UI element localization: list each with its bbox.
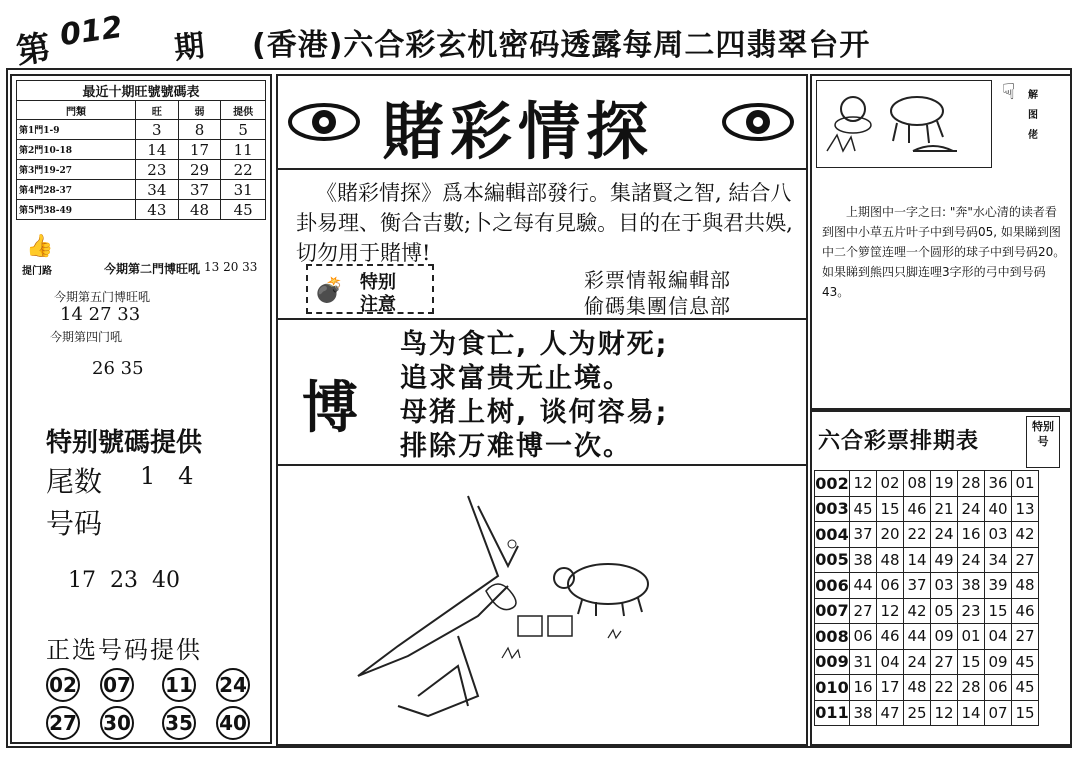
schedule-number: 05 [931, 598, 958, 624]
line3-nums: 26 35 [92, 358, 144, 379]
zhengxuan-title: 正选号码提供 [46, 636, 202, 664]
schedule-number: 22 [931, 675, 958, 701]
page-header [13, 8, 1074, 73]
cell: 17 [178, 140, 221, 160]
notice-line1: 特别 [360, 272, 396, 293]
schedule-number: 28 [958, 471, 985, 497]
issue-number: 012 [57, 9, 125, 54]
schedule-number: 14 [904, 547, 931, 573]
schedule-row [815, 675, 1039, 701]
schedule-period: 003 [815, 496, 850, 522]
schedule-number: 48 [904, 675, 931, 701]
line1-nums: 13 20 33 [204, 260, 258, 274]
schedule-number: 16 [850, 675, 877, 701]
schedule-number: 15 [985, 598, 1012, 624]
pick-number: 30 [100, 706, 134, 740]
schedule-row [815, 598, 1039, 624]
schedule-period: 002 [815, 471, 850, 497]
schedule-number: 20 [877, 522, 904, 548]
issue-suffix: 期 [172, 28, 207, 67]
schedule-number: 39 [985, 573, 1012, 599]
schedule-number: 24 [958, 547, 985, 573]
col-header: 旺 [136, 101, 179, 120]
tail-label: 尾数 [46, 465, 103, 498]
poem-box [276, 318, 808, 466]
intro-box [276, 168, 808, 320]
schedule-special-number: 27 [1012, 547, 1039, 573]
schedule-number: 06 [985, 675, 1012, 701]
bo-character: 博 [302, 376, 358, 441]
cell: 45 [221, 200, 266, 220]
schedule-period: 004 [815, 522, 850, 548]
schedule-table [814, 470, 1039, 726]
line2-label: 今期第五门博旺吼 [54, 290, 151, 304]
schedule-number: 42 [904, 598, 931, 624]
schedule-row [815, 649, 1039, 675]
schedule-period: 009 [815, 649, 850, 675]
schedule-box [810, 410, 1072, 746]
clue-illustration [817, 81, 989, 165]
notice-box [306, 264, 434, 314]
schedule-number: 46 [904, 496, 931, 522]
schedule-number: 17 [877, 675, 904, 701]
cell: 22 [221, 160, 266, 180]
col-header: 提供 [221, 101, 266, 120]
cell: 8 [178, 120, 221, 140]
schedule-number: 38 [850, 700, 877, 726]
schedule-number: 06 [850, 624, 877, 650]
schedule-number: 38 [850, 547, 877, 573]
schedule-number: 14 [958, 700, 985, 726]
eye-icon [288, 102, 360, 142]
pick-number: 24 [216, 668, 250, 702]
schedule-period: 010 [815, 675, 850, 701]
explain-box [810, 74, 1072, 410]
poem-text [400, 328, 668, 464]
cell: 48 [178, 200, 221, 220]
schedule-number: 23 [958, 598, 985, 624]
row-label: 第2門10-18 [17, 140, 136, 160]
schedule-number: 34 [985, 547, 1012, 573]
special-title: 特别號碼提供 [46, 428, 203, 458]
cell: 14 [136, 140, 179, 160]
row-label: 第3門19-27 [17, 160, 136, 180]
pick-number: 07 [100, 668, 134, 702]
schedule-row [815, 547, 1039, 573]
schedule-period: 005 [815, 547, 850, 573]
row-label: 第1門1-9 [17, 120, 136, 140]
schedule-number: 27 [931, 649, 958, 675]
banner-title: 賭彩情探 [382, 95, 655, 168]
schedule-number: 45 [850, 496, 877, 522]
pick-number: 35 [162, 706, 196, 740]
schedule-number: 12 [877, 598, 904, 624]
left-panel [10, 74, 272, 744]
thumb-icon: 👍 [26, 234, 54, 259]
schedule-number: 07 [985, 700, 1012, 726]
tip-label: 提门路 [22, 266, 52, 277]
cell: 29 [178, 160, 221, 180]
schedule-number: 04 [985, 624, 1012, 650]
schedule-number: 21 [931, 496, 958, 522]
schedule-special-number: 46 [1012, 598, 1039, 624]
banner-box [276, 74, 808, 170]
schedule-special-number: 42 [1012, 522, 1039, 548]
haoma-label: 号码 [46, 507, 103, 540]
schedule-number: 22 [904, 522, 931, 548]
pick-number: 40 [216, 706, 250, 740]
schedule-number: 44 [850, 573, 877, 599]
explain-text: 上期图中一字之曰: "奔"水心清的读者看到图中小草五片叶子中到号码05, 如果睇到图中二个箩筐连哩一个圆形的球子中到号码20。如果睇到熊四只脚连哩3字形的弓中到号码43。 [822, 205, 1066, 299]
pointing-hand-icon: ☟ [1002, 80, 1016, 105]
schedule-row [815, 496, 1039, 522]
pick-number: 11 [162, 668, 196, 702]
schedule-special-number: 45 [1012, 675, 1039, 701]
col-header: 弱 [178, 101, 221, 120]
schedule-number: 24 [931, 522, 958, 548]
notice-line2: 注意 [360, 294, 396, 315]
line2-nums: 14 27 33 [60, 304, 141, 325]
schedule-number: 04 [877, 649, 904, 675]
schedule-period: 008 [815, 624, 850, 650]
schedule-special-number: 01 [1012, 471, 1039, 497]
schedule-row [815, 573, 1039, 599]
schedule-number: 03 [985, 522, 1012, 548]
schedule-row [815, 522, 1039, 548]
clue-picture [816, 80, 992, 168]
poem-line: 排除万难博一次。 [400, 431, 632, 462]
tail-nums: 1 4 [140, 462, 194, 490]
line1-label: 今期第二門博旺吼 [104, 262, 201, 276]
schedule-number: 02 [877, 471, 904, 497]
schedule-number: 03 [931, 573, 958, 599]
schedule-number: 19 [931, 471, 958, 497]
schedule-special-number: 27 [1012, 624, 1039, 650]
schedule-row [815, 471, 1039, 497]
cell: 5 [221, 120, 266, 140]
line3-label: 今期第四门吼 [50, 330, 123, 344]
schedule-number: 46 [877, 624, 904, 650]
cell: 3 [136, 120, 179, 140]
issue-prefix: 第 [13, 27, 54, 73]
puzzle-illustration [278, 466, 806, 744]
puzzle-picture-box [276, 464, 808, 746]
schedule-period: 007 [815, 598, 850, 624]
schedule-number: 36 [985, 471, 1012, 497]
schedule-number: 47 [877, 700, 904, 726]
schedule-number: 49 [931, 547, 958, 573]
schedule-number: 24 [958, 496, 985, 522]
schedule-number: 40 [985, 496, 1012, 522]
haoma-nums: 17 23 40 [68, 568, 180, 593]
poem-line: 追求富贵无止境。 [400, 363, 632, 394]
schedule-number: 28 [958, 675, 985, 701]
schedule-number: 24 [904, 649, 931, 675]
schedule-number: 31 [850, 649, 877, 675]
page-title: (香港)六合彩玄机密码透露每周二四翡翠台开 [252, 28, 871, 63]
schedule-number: 44 [904, 624, 931, 650]
cell: 23 [136, 160, 179, 180]
schedule-title: 六合彩票排期表 [818, 429, 980, 454]
schedule-special-number: 45 [1012, 649, 1039, 675]
schedule-number: 09 [931, 624, 958, 650]
schedule-number: 06 [877, 573, 904, 599]
schedule-special-number: 15 [1012, 700, 1039, 726]
schedule-number: 09 [985, 649, 1012, 675]
poem-line: 母猪上树, 谈何容易; [400, 397, 669, 428]
dept-line2: 偷碼集團信息部 [584, 294, 731, 318]
schedule-number: 37 [850, 522, 877, 548]
eye-icon [722, 102, 794, 142]
row-label: 第4門28-37 [17, 180, 136, 200]
jie-label: 解图佬 [1028, 90, 1038, 141]
col-header: 門類 [17, 101, 136, 120]
schedule-number: 01 [958, 624, 985, 650]
schedule-number: 15 [958, 649, 985, 675]
pick-number: 27 [46, 706, 80, 740]
bomb-icon: 💣 [314, 276, 344, 304]
schedule-special-number: 48 [1012, 573, 1039, 599]
schedule-special-number: 13 [1012, 496, 1039, 522]
cell: 34 [136, 180, 179, 200]
schedule-number: 12 [931, 700, 958, 726]
dept-line1: 彩票情報編輯部 [584, 268, 731, 292]
schedule-number: 48 [877, 547, 904, 573]
row-label: 第5門38-49 [17, 200, 136, 220]
schedule-number: 37 [904, 573, 931, 599]
schedule-number: 12 [850, 471, 877, 497]
schedule-number: 27 [850, 598, 877, 624]
schedule-number: 15 [877, 496, 904, 522]
cell: 37 [178, 180, 221, 200]
intro-text: 《賭彩情探》爲本編輯部發行。集諸賢之智, 結合八卦易理、衡合吉數;卜之每有見驗。目的在于與君共娛, 切勿用于賭博! [296, 181, 793, 265]
schedule-number: 38 [958, 573, 985, 599]
schedule-number: 08 [904, 471, 931, 497]
schedule-row [815, 624, 1039, 650]
cell: 43 [136, 200, 179, 220]
schedule-number: 16 [958, 522, 985, 548]
hot-number-table [16, 80, 266, 220]
poem-line: 鸟为食亡, 人为财死; [400, 329, 669, 360]
schedule-period: 006 [815, 573, 850, 599]
pick-number: 02 [46, 668, 80, 702]
schedule-period: 011 [815, 700, 850, 726]
schedule-number: 25 [904, 700, 931, 726]
hot-table-title: 最近十期旺號號碼表 [17, 81, 266, 101]
schedule-row [815, 700, 1039, 726]
special-col-label: 特别号 [1026, 416, 1060, 468]
cell: 11 [221, 140, 266, 160]
cell: 31 [221, 180, 266, 200]
